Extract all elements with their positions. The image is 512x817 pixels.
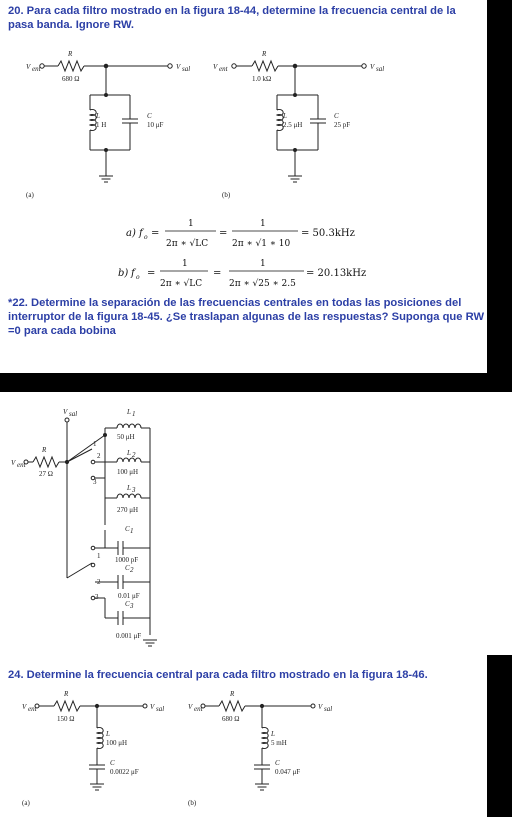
resistor-symbol — [252, 61, 278, 71]
svg-text:L: L — [283, 112, 287, 120]
svg-text:V: V — [150, 703, 155, 711]
svg-text:1: 1 — [182, 259, 188, 269]
l2-value: 100 μH — [117, 468, 139, 476]
c3-value: 0.001 μF — [116, 632, 142, 640]
svg-text:3: 3 — [95, 593, 99, 601]
svg-text:sal: sal — [156, 705, 165, 713]
svg-text:f: f — [139, 228, 143, 239]
formula-denominator-values: 2π ∗ √25 ∗ 2.5 — [229, 279, 296, 289]
c-value: 0.047 μF — [275, 768, 301, 776]
svg-text:ent: ent — [17, 461, 26, 469]
svg-text:ent: ent — [32, 65, 41, 73]
svg-text:a): a) — [126, 228, 136, 239]
l1-value: 50 μH — [117, 433, 135, 441]
svg-text:ent: ent — [28, 705, 37, 713]
inductor-l1 — [117, 424, 141, 428]
formula-denominator: 2π ∗ √LC — [166, 239, 209, 249]
svg-text:R: R — [42, 446, 47, 454]
svg-text:sal: sal — [69, 410, 78, 418]
r-value: 1.0 kΩ — [252, 75, 272, 83]
l3-value: 270 μH — [117, 506, 139, 514]
svg-text:o: o — [144, 234, 148, 241]
svg-text:V: V — [370, 63, 375, 71]
svg-text:=: = — [147, 268, 156, 279]
svg-text:o: o — [136, 274, 140, 281]
resistor-symbol — [58, 61, 84, 71]
svg-text:=: = — [213, 268, 222, 279]
svg-text:1: 1 — [188, 219, 194, 229]
svg-text:L: L — [96, 112, 100, 120]
svg-text:sal: sal — [324, 705, 333, 713]
formula-denominator: 2π ∗ √LC — [160, 279, 203, 289]
svg-text:sal: sal — [182, 65, 191, 73]
r-value: 27 Ω — [39, 470, 53, 478]
question-20-heading: 20. Para cada filtro mostrado en la figura 18-44, determine la frecuencia central de la pasa banda. Ignore RW. — [8, 5, 456, 31]
inductor-l3 — [117, 494, 141, 498]
svg-text:2: 2 — [132, 451, 136, 459]
r-value: 150 Ω — [57, 715, 75, 723]
question-24-heading: 24. Determine la frecuencia central para cada filtro mostrado en la figura 18-46. — [8, 669, 428, 681]
svg-text:1: 1 — [132, 410, 136, 418]
svg-text:=: = — [219, 228, 228, 239]
svg-text:V: V — [11, 459, 16, 467]
answer-b — [118, 259, 366, 289]
figure-tag-b: (b) — [188, 799, 197, 807]
svg-text:sal: sal — [376, 65, 385, 73]
c-value: 10 μF — [147, 121, 164, 129]
svg-text:V: V — [63, 408, 68, 416]
svg-text:2: 2 — [97, 452, 101, 460]
svg-text:C: C — [110, 759, 115, 767]
r-label: R — [68, 50, 73, 58]
svg-text:3: 3 — [130, 602, 134, 610]
svg-text:L: L — [127, 449, 131, 457]
svg-text:C: C — [334, 112, 339, 120]
svg-text:C: C — [125, 525, 130, 533]
svg-text:R: R — [262, 50, 267, 58]
c2-value: 0.01 μF — [118, 592, 140, 600]
svg-text:L: L — [106, 730, 110, 738]
svg-text:1: 1 — [97, 552, 101, 560]
svg-text:C: C — [125, 600, 130, 608]
svg-text:ent: ent — [219, 65, 228, 73]
answer-a — [126, 219, 355, 249]
svg-text:2: 2 — [130, 566, 134, 574]
c-value: 0.0022 μF — [110, 768, 139, 776]
svg-text:V: V — [318, 703, 323, 711]
svg-text:C: C — [275, 759, 280, 767]
inductor-symbol — [262, 728, 268, 749]
svg-text:R: R — [64, 690, 69, 698]
result-b: = 20.13kHz — [306, 268, 367, 279]
svg-text:L: L — [271, 730, 275, 738]
question-22-heading: *22. Determine la separación de las frecuencias centrales en todas las posiciones del interruptor de la figura 18-45. ¿Se traslapan algunas de las respuestas? Suponga que RW =0 para cada bobina — [8, 297, 485, 337]
l-value: 100 μH — [106, 739, 128, 747]
svg-text:b): b) — [118, 268, 129, 279]
l-value: 1 H — [96, 121, 107, 129]
r-value: 680 Ω — [222, 715, 240, 723]
svg-text:=: = — [151, 228, 160, 239]
svg-text:1: 1 — [260, 219, 266, 229]
l-value: 5 mH — [271, 739, 287, 747]
figure-18-46b — [201, 701, 315, 790]
inductor-l2 — [117, 458, 141, 462]
svg-text:3: 3 — [93, 478, 97, 486]
figure-18-46a — [35, 701, 147, 790]
svg-text:1: 1 — [260, 259, 266, 269]
svg-text:C: C — [125, 564, 130, 572]
svg-text:V: V — [213, 63, 218, 71]
svg-text:R: R — [230, 690, 235, 698]
svg-text:f: f — [131, 268, 135, 279]
svg-text:V: V — [22, 703, 27, 711]
svg-text:3: 3 — [132, 486, 136, 494]
l-value: 2.5 μH — [283, 121, 303, 129]
svg-text:L: L — [127, 484, 131, 492]
svg-text:C: C — [147, 112, 152, 120]
formula-denominator-values: 2π ∗ √1 ∗ 10 — [232, 239, 291, 249]
svg-text:1: 1 — [130, 527, 134, 535]
c1-value: 1000 pF — [115, 556, 139, 564]
r-value: 680 Ω — [62, 75, 80, 83]
figure-tag-a: (a) — [26, 191, 34, 199]
svg-text:ent: ent — [194, 705, 203, 713]
figure-tag-b: (b) — [222, 191, 231, 199]
inductor-symbol — [97, 728, 103, 749]
vent-label: V — [26, 63, 31, 71]
svg-text:V: V — [188, 703, 193, 711]
vsal-label: V — [176, 63, 181, 71]
svg-text:2: 2 — [97, 578, 101, 586]
figure-tag-a: (a) — [22, 799, 30, 807]
svg-text:L: L — [127, 408, 131, 416]
c-value: 25 pF — [334, 121, 351, 129]
result-a: = 50.3kHz — [301, 228, 355, 239]
svg-text:1: 1 — [93, 440, 97, 448]
